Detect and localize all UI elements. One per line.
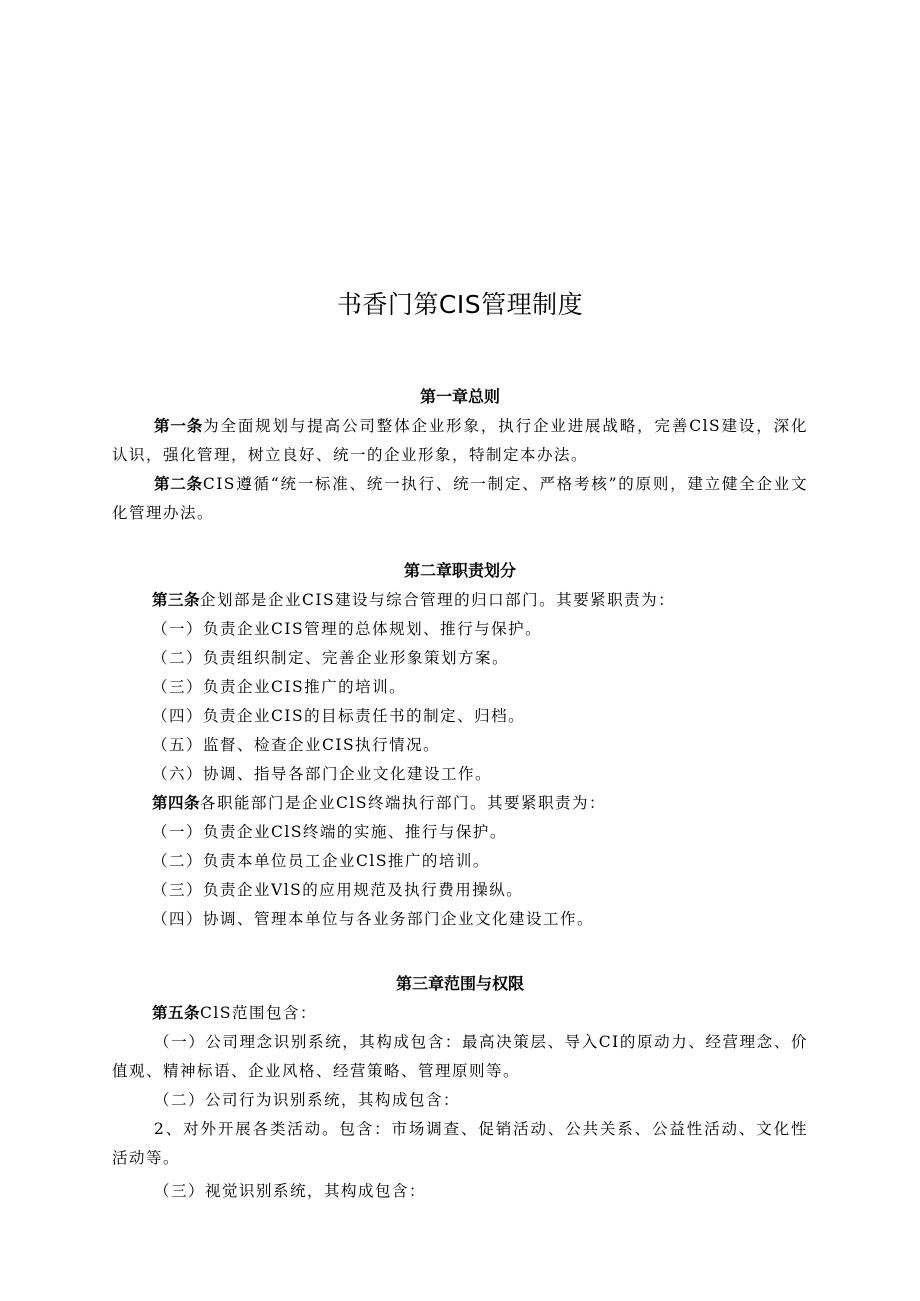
list-item: （三）视觉识别系统，其构成包含：	[154, 1182, 427, 1200]
list-item: （四）负责企业CIS的目标责任书的制定、归档。	[152, 707, 526, 725]
article-text: 为全面规划与提高公司整体企业形象，执行企业进展战略，完善ClS建设，深化认识，强化管理，树立良好、统一的企业形象，特制定本办法。	[112, 417, 808, 464]
chapter-1-body	[112, 412, 808, 528]
article-text: 企划部是企业CIS建设与综合管理的归口部门。其要紧职责为：	[200, 591, 676, 609]
article-text: ClS范围包含：	[200, 1004, 317, 1022]
article-2	[112, 470, 808, 528]
article-3	[112, 586, 808, 615]
article-4	[112, 789, 808, 818]
list-item: （一）公司理念识别系统，其构成包含：最高决策层、导入CI的原动力、经营理念、价值观、精神标语、企业风格、经营策略、管理原则等。	[112, 1033, 808, 1080]
list-item: （四）协调、管理本单位与各业务部门企业文化建设工作。	[152, 910, 595, 928]
list-item: （三）负责企业CIS推广的培训。	[152, 678, 407, 696]
article-label: 第一条	[154, 417, 204, 435]
document-title: 书香门第CIS管理制度	[336, 290, 584, 319]
article-label: 第二条	[154, 475, 203, 493]
article-label: 第五条	[152, 1004, 201, 1022]
list-item: （六）协调、指导各部门企业文化建设工作。	[152, 765, 493, 783]
article-text: CIS遵循“统一标准、统一执行、统一制定、严格考核”的原则，建立健全企业文化管理办法。	[112, 475, 808, 522]
list-item: （二）负责组织制定、完善企业形象策划方案。	[152, 649, 510, 667]
article-5	[112, 999, 808, 1028]
list-item: （二）公司行为识别系统，其构成包含：	[154, 1091, 461, 1109]
list-item: 2、对外开展各类活动。包含：市场调查、促销活动、公共关系、公益性活动、文化性活动等。	[112, 1120, 808, 1167]
article-text: 各职能部门是企业ClS终端执行部门。其要紧职责为：	[200, 794, 606, 812]
chapter-3-body	[112, 999, 808, 1206]
chapter-heading-2: 第二章职责划分	[403, 561, 516, 580]
chapter-2-body	[112, 586, 808, 934]
article-label: 第四条	[152, 794, 201, 812]
list-item: （一）负责企业CIS管理的总体规划、推行与保护。	[152, 620, 543, 638]
article-1	[112, 412, 808, 470]
chapter-heading-3: 第三章范围与权限	[395, 974, 524, 993]
chapter-heading-1: 第一章总则	[419, 387, 500, 406]
list-item: （一）负责企业ClS终端的实施、推行与保护。	[152, 823, 507, 841]
article-label: 第三条	[152, 591, 201, 609]
list-item: （五）监督、检查企业CIS执行情况。	[152, 736, 441, 754]
list-item: （三）负责企业VlS的应用规范及执行费用操纵。	[152, 881, 524, 899]
list-item: （二）负责本单位员工企业ClS推广的培训。	[152, 852, 490, 870]
